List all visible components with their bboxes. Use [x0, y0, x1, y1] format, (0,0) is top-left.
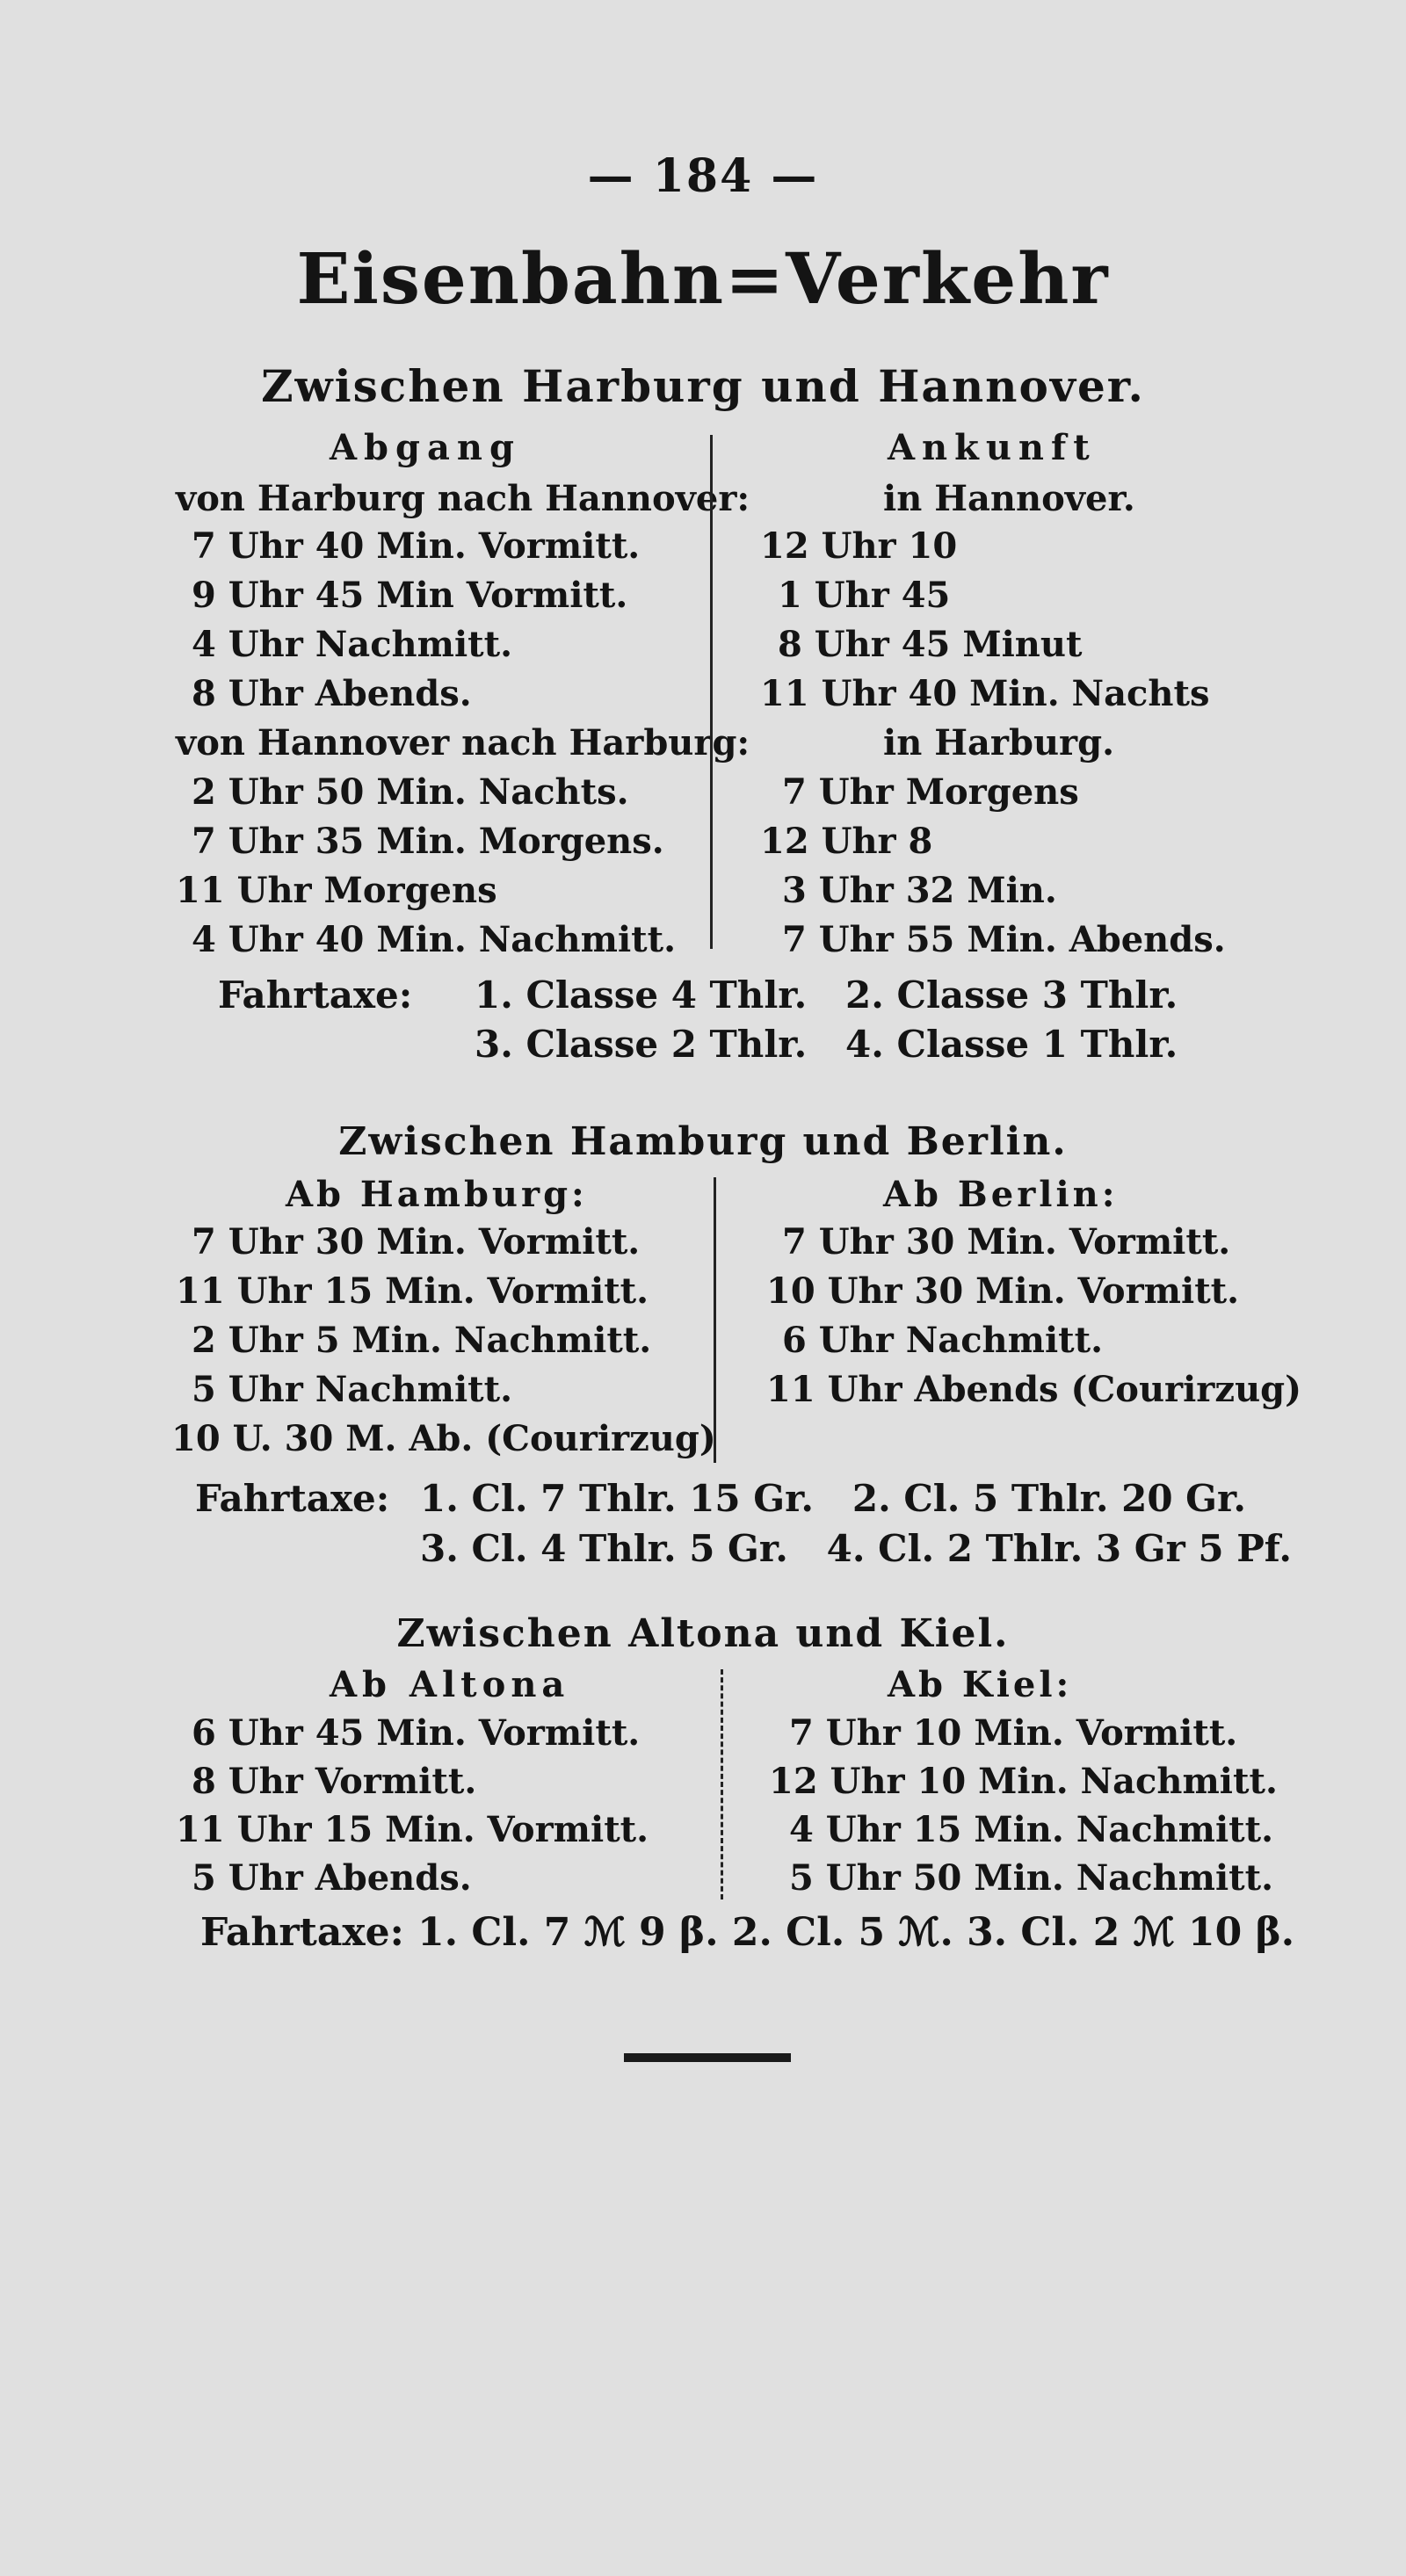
timetable-row: 9 Uhr 45 Min Vormitt. — [192, 575, 628, 616]
left-heading: Abgang — [330, 427, 521, 468]
timetable-row: 11 Uhr Abends (Courirzug) — [766, 1369, 1302, 1410]
timetable-row: 12 Uhr 10 — [760, 525, 958, 567]
left-heading: Ab Hamburg: — [286, 1174, 588, 1215]
column-divider — [714, 1177, 716, 1463]
timetable-row: 12 Uhr 8 — [760, 821, 933, 862]
fare-label: Fahrtaxe: — [218, 973, 413, 1017]
column-divider — [721, 1669, 723, 1899]
timetable-row: 7 Uhr 55 Min. Abends. — [782, 919, 1226, 960]
timetable-row: 1 Uhr 45 — [778, 575, 951, 616]
fare-line: Fahrtaxe: 1. Cl. 7 ℳ 9 β. 2. Cl. 5 ℳ. 3. Cl. 2 ℳ 10 β. — [200, 1910, 1295, 1955]
fare-line: 1. Cl. 7 Thlr. 15 Gr. 2. Cl. 5 Thlr. 20 Gr. — [420, 1477, 1246, 1520]
timetable-row: 8 Uhr Abends. — [192, 673, 472, 714]
timetable-row: 7 Uhr Morgens — [782, 771, 1079, 813]
left-subheading: von Hannover nach Harburg: — [176, 722, 750, 763]
timetable-row: 10 U. 30 M. Ab. (Courirzug) — [171, 1418, 716, 1459]
timetable-row: 6 Uhr Nachmitt. — [782, 1320, 1104, 1361]
timetable-row: 7 Uhr 30 Min. Vormitt. — [192, 1221, 641, 1263]
fare-line: 3. Cl. 4 Thlr. 5 Gr. 4. Cl. 2 Thlr. 3 Gr 5 Pf. — [420, 1527, 1292, 1570]
timetable-row: 12 Uhr 10 Min. Nachmitt. — [769, 1761, 1278, 1802]
closing-rule — [624, 2053, 791, 2062]
section-altona-kiel — [0, 1611, 1406, 1656]
fare-line: 3. Classe 2 Thlr. 4. Classe 1 Thlr. — [475, 1023, 1178, 1066]
page-title: Eisenbahn=Verkehr — [296, 237, 1110, 320]
section-title: Zwischen Harburg und Hannover. — [261, 360, 1145, 412]
timetable-row: 5 Uhr 50 Min. Nachmitt. — [789, 1857, 1274, 1899]
left-heading: Ab Altona — [330, 1664, 570, 1705]
timetable-row: 8 Uhr Vormitt. — [192, 1761, 477, 1802]
timetable-row: 7 Uhr 35 Min. Morgens. — [192, 821, 664, 862]
left-subheading: von Harburg nach Hannover: — [176, 478, 750, 519]
page-number: — 184 — — [587, 149, 819, 203]
timetable-row: 4 Uhr 40 Min. Nachmitt. — [192, 919, 677, 960]
timetable-row: 4 Uhr Nachmitt. — [192, 624, 513, 665]
timetable-row: 7 Uhr 10 Min. Vormitt. — [789, 1712, 1238, 1754]
fare-line: 1. Classe 4 Thlr. 2. Classe 3 Thlr. — [475, 973, 1178, 1017]
timetable-row: 11 Uhr Morgens — [176, 870, 497, 911]
timetable-row: 7 Uhr 40 Min. Vormitt. — [192, 525, 641, 567]
right-subheading: in Hannover. — [883, 478, 1135, 519]
timetable-row: 2 Uhr 5 Min. Nachmitt. — [192, 1320, 652, 1361]
timetable-row: 5 Uhr Nachmitt. — [192, 1369, 513, 1410]
fare-label: Fahrtaxe: — [195, 1477, 390, 1520]
section-harburg-hannover — [0, 360, 1406, 412]
timetable-row: 11 Uhr 15 Min. Vormitt. — [176, 1809, 649, 1850]
timetable-row: 5 Uhr Abends. — [192, 1857, 472, 1899]
section-title: Zwischen Altona und Kiel. — [396, 1611, 1010, 1656]
right-subheading: in Harburg. — [883, 722, 1115, 763]
section-hamburg-berlin — [0, 1119, 1406, 1164]
right-heading: Ab Kiel: — [888, 1664, 1073, 1705]
timetable-row: 2 Uhr 50 Min. Nachts. — [192, 771, 629, 813]
right-heading: Ankunft — [888, 427, 1097, 468]
timetable-row: 4 Uhr 15 Min. Nachmitt. — [789, 1809, 1274, 1850]
timetable-row: 11 Uhr 15 Min. Vormitt. — [176, 1270, 649, 1312]
timetable-row: 11 Uhr 40 Min. Nachts — [760, 673, 1210, 714]
right-heading: Ab Berlin: — [883, 1174, 1119, 1215]
timetable-row: 10 Uhr 30 Min. Vormitt. — [766, 1270, 1240, 1312]
timetable-row: 7 Uhr 30 Min. Vormitt. — [782, 1221, 1231, 1263]
column-divider — [710, 435, 713, 949]
timetable-row: 8 Uhr 45 Minut — [778, 624, 1083, 665]
timetable-row: 3 Uhr 32 Min. — [782, 870, 1057, 911]
section-title: Zwischen Hamburg und Berlin. — [338, 1119, 1068, 1164]
timetable-row: 6 Uhr 45 Min. Vormitt. — [192, 1712, 641, 1754]
